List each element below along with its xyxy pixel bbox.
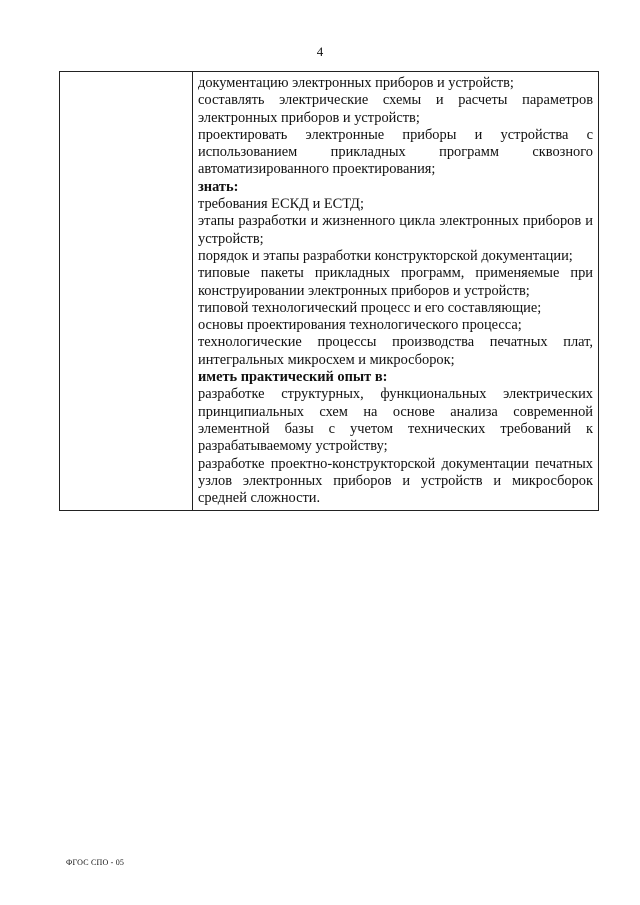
left-cell bbox=[60, 72, 193, 511]
list-item: порядок и этапы разработки конструкторской документации; bbox=[198, 247, 573, 264]
list-item: основы проектирования технологического процесса; bbox=[198, 317, 522, 334]
list-item: типовой технологический процесс и его составляющие; bbox=[198, 299, 542, 316]
list-item: разработке структурных, функциональных электрических принципиальных схем на основе анализа современной элементной базы с учетом технических требований к разрабатываемому устройству; bbox=[198, 386, 593, 455]
table-row bbox=[60, 72, 599, 511]
list-item: требования ЕСКД и ЕСТД; bbox=[198, 196, 364, 213]
right-cell bbox=[193, 72, 599, 511]
competency-table bbox=[59, 71, 599, 511]
list-item: документацию электронных приборов и устройств; bbox=[198, 75, 514, 91]
list-item: проектировать электронные приборы и устройства с использованием прикладных программ сквозного автоматизированного проектирования; bbox=[198, 126, 593, 178]
list-item: составлять электрические схемы и расчеты параметров электронных приборов и устройств; bbox=[198, 92, 593, 126]
list-item: технологические процессы производства печатных плат, интегральных микросхем и микросборок; bbox=[198, 334, 593, 368]
list-item: типовые пакеты прикладных программ, применяемые при конструировании электронных приборов и устройств; bbox=[198, 265, 593, 299]
page-number: 4 bbox=[316, 44, 324, 59]
section-heading-know: знать: bbox=[198, 178, 239, 195]
list-item: разработке проектно-конструкторской документации печатных узлов электронных приборов и устройств и микросборок средней сложности. bbox=[198, 455, 593, 507]
list-item: этапы разработки и жизненного цикла электронных приборов и устройств; bbox=[198, 213, 593, 247]
footer-label: ФГОС СПО - 05 bbox=[66, 858, 125, 867]
section-heading-experience: иметь практический опыт в: bbox=[198, 369, 388, 386]
